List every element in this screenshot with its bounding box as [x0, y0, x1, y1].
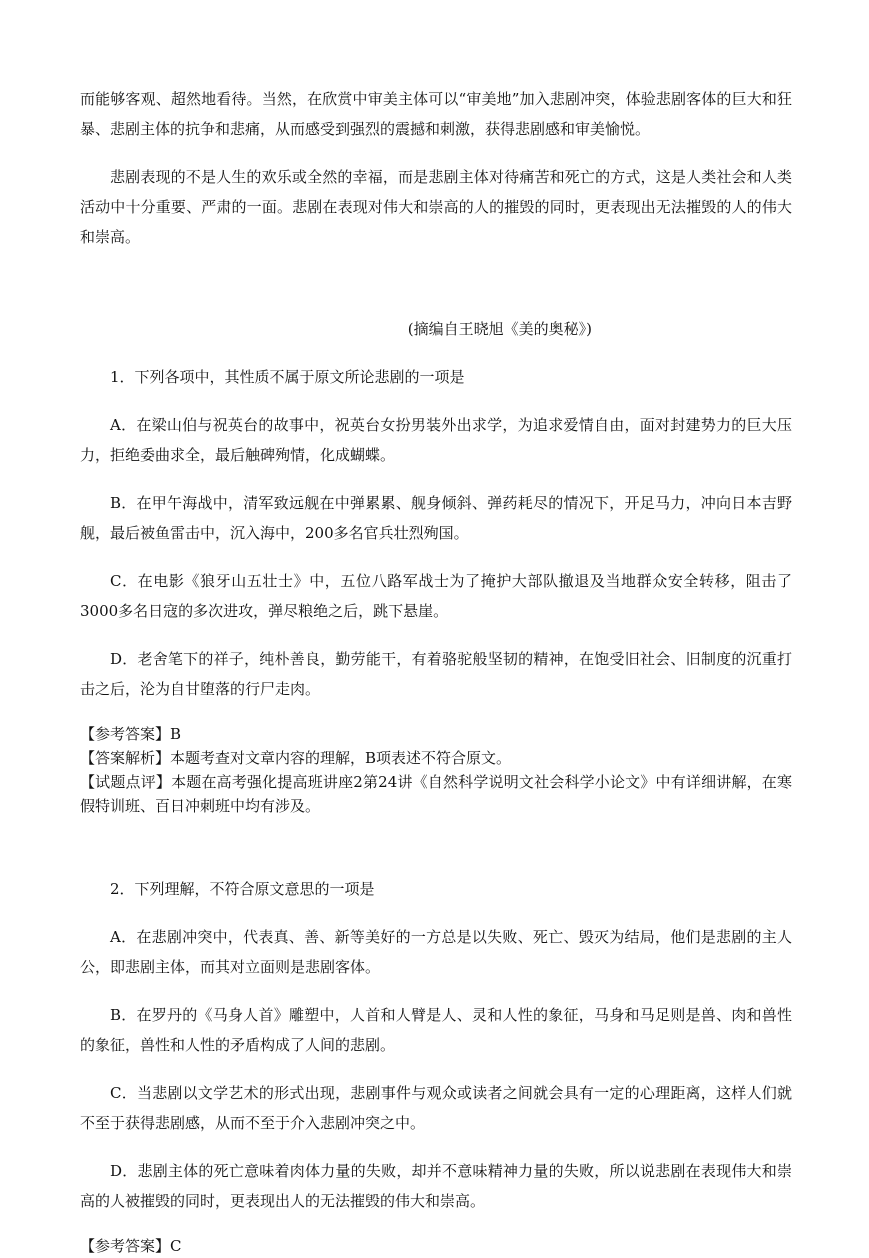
question-2-option-a: A．在悲剧冲突中，代表真、善、新等美好的一方总是以失败、死亡、毁灭为结局，他们是悲剧的主人公，即悲剧主体，而其对立面则是悲剧客体。: [80, 928, 792, 976]
answer-label: 【参考答案】: [80, 725, 171, 743]
question-2-answer-block: [80, 1234, 792, 1258]
question-1-answer: [80, 722, 792, 746]
answer-label: 【参考答案】: [80, 1237, 171, 1255]
answer-value: B: [170, 725, 182, 743]
paragraph-tragedy-summary: 悲剧表现的不是人生的欢乐或全然的幸福，而是悲剧主体对待痛苦和死亡的方式，这是人类社会和人类活动中十分重要、严肃的一面。悲剧在表现对伟大和崇高的人的摧毁的同时，更表现出无法摧毁的人的伟大和崇高。: [80, 168, 792, 246]
document-page: [80, 84, 792, 1258]
question-2-answer: [80, 1234, 792, 1258]
comment-label: 【试题点评】: [80, 773, 172, 791]
question-1-option-c: C．在电影《狼牙山五壮士》中，五位八路军战士为了掩护大部队撤退及当地群众安全转移，阻击了3000多名日寇的多次进攻，弹尽粮绝之后，跳下悬崖。: [80, 572, 792, 620]
analysis-label: 【答案解析】: [80, 749, 171, 767]
paragraph-continuation: 而能够客观、超然地看待。当然，在欣赏中审美主体可以“审美地”加入悲剧冲突，体验悲剧客体的巨大和狂暴、悲剧主体的抗争和悲痛，从而感受到强烈的震撼和刺激，获得悲剧感和审美愉悦。: [80, 90, 792, 138]
question-2-option-d: D．悲剧主体的死亡意味着肉体力量的失败，却并不意味精神力量的失败，所以说悲剧在表现伟大和崇高的人被摧毁的同时，更表现出人的无法摧毁的伟大和崇高。: [80, 1162, 792, 1210]
question-1-option-a: A．在梁山伯与祝英台的故事中，祝英台女扮男装外出求学，为追求爱情自由，面对封建势力的巨大压力，拒绝委曲求全，最后触碑殉情，化成蝴蝶。: [80, 416, 792, 464]
question-1-option-d: D．老舍笔下的祥子，纯朴善良，勤劳能干，有着骆驼般坚韧的精神，在饱受旧社会、旧制度的沉重打击之后，沦为自甘堕落的行尸走肉。: [80, 650, 792, 698]
source-citation: (摘编自王晓旭《美的奥秘》): [407, 320, 592, 338]
question-1-stem: 1．下列各项中，其性质不属于原文所论悲剧的一项是: [110, 368, 465, 386]
analysis-text: 本题考查对文章内容的理解，B项表述不符合原文。: [170, 749, 512, 767]
question-1-comment: [80, 770, 792, 818]
question-2-option-c: C．当悲剧以文学艺术的形式出现，悲剧事件与观众或读者之间就会具有一定的心理距离，这样人们就不至于获得悲剧感，从而不至于介入悲剧冲突之中。: [80, 1084, 792, 1132]
question-2-option-b: B．在罗丹的《马身人首》雕塑中，人首和人臂是人、灵和人性的象征，马身和马足则是兽、肉和兽性的象征，兽性和人性的矛盾构成了人间的悲剧。: [80, 1006, 792, 1054]
question-1-analysis: [80, 746, 792, 770]
answer-value: C: [170, 1237, 182, 1255]
question-2-stem: 2．下列理解，不符合原文意思的一项是: [110, 880, 375, 898]
comment-text: 本题在高考强化提高班讲座2第24讲《自然科学说明文社会科学小论文》中有详细讲解，在寒假特训班、百日冲刺班中均有涉及。: [80, 773, 792, 815]
question-1-answer-block: [80, 722, 792, 818]
question-1-option-b: B．在甲午海战中，清军致远舰在中弹累累、舰身倾斜、弹药耗尽的情况下，开足马力，冲向日本吉野舰，最后被鱼雷击中，沉入海中，200多名官兵壮烈殉国。: [80, 494, 792, 542]
